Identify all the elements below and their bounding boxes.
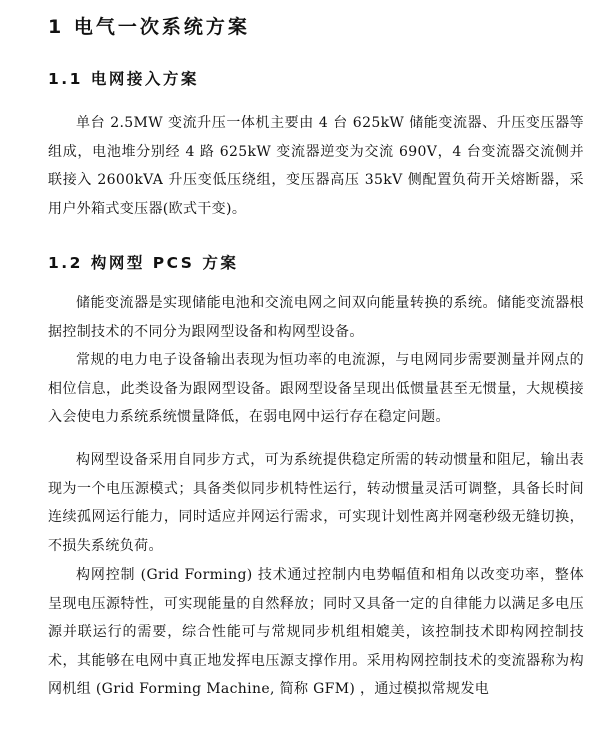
chapter-heading: 1 电气一次系统方案 xyxy=(48,16,250,38)
paragraph-grid-access: 单台 2.5MW 变流升压一体机主要由 4 台 625kW 储能变流器、升压变压器等组成，电池堆分别经 4 路 625kW 变流器逆变为交流 690V，4 台变流器交流侧并联接入 2600kVA 升压变低压绕组，变压器高压 35kV 侧配置负荷开关熔断器，采用户外箱式变压器(欧式干变)。 xyxy=(48,115,584,217)
section-heading-grid-forming-pcs: 1.2 构网型 PCS 方案 xyxy=(48,254,239,272)
paragraph-grid-forming-control: 构网控制 (Grid Forming) 技术通过控制内电势幅值和相角以改变功率，整体呈现电压源特性，可实现能量的自然释放；同时又具备一定的自律能力以满足多电压源并联运行的需要，综合性能可与常规同步机组相媲美，该控制技术即构网控制技术，其能够在电网中真正地发挥电压源支撑作用。采用构网控制技术的变流器称为构网机组 (Grid Forming Machine, 简称 GFM) ，通过模拟常规发电 xyxy=(48,567,584,698)
paragraph-grid-forming-device: 构网型设备采用自同步方式，可为系统提供稳定所需的转动惯量和阻尼，输出表现为一个电压源模式；具备类似同步机特性运行，转动惯量灵活可调整，具备长时间连续孤网运行能力，同时适应并网运行需求，可实现计划性离并网毫秒级无缝切换，不损失系统负荷。 xyxy=(48,452,584,554)
paragraph-pcs-intro: 储能变流器是实现储能电池和交流电网之间双向能量转换的系统。储能变流器根据控制技术的不同分为跟网型设备和构网型设备。 xyxy=(48,295,584,340)
section-heading-grid-access: 1.1 电网接入方案 xyxy=(48,70,199,88)
paragraph-grid-following: 常规的电力电子设备输出表现为恒功率的电流源，与电网同步需要测量并网点的相位信息，此类设备为跟网型设备。跟网型设备呈现出低惯量甚至无惯量，大规模接入会使电力系统系统惯量降低，在弱电网中运行存在稳定问题。 xyxy=(48,352,584,426)
